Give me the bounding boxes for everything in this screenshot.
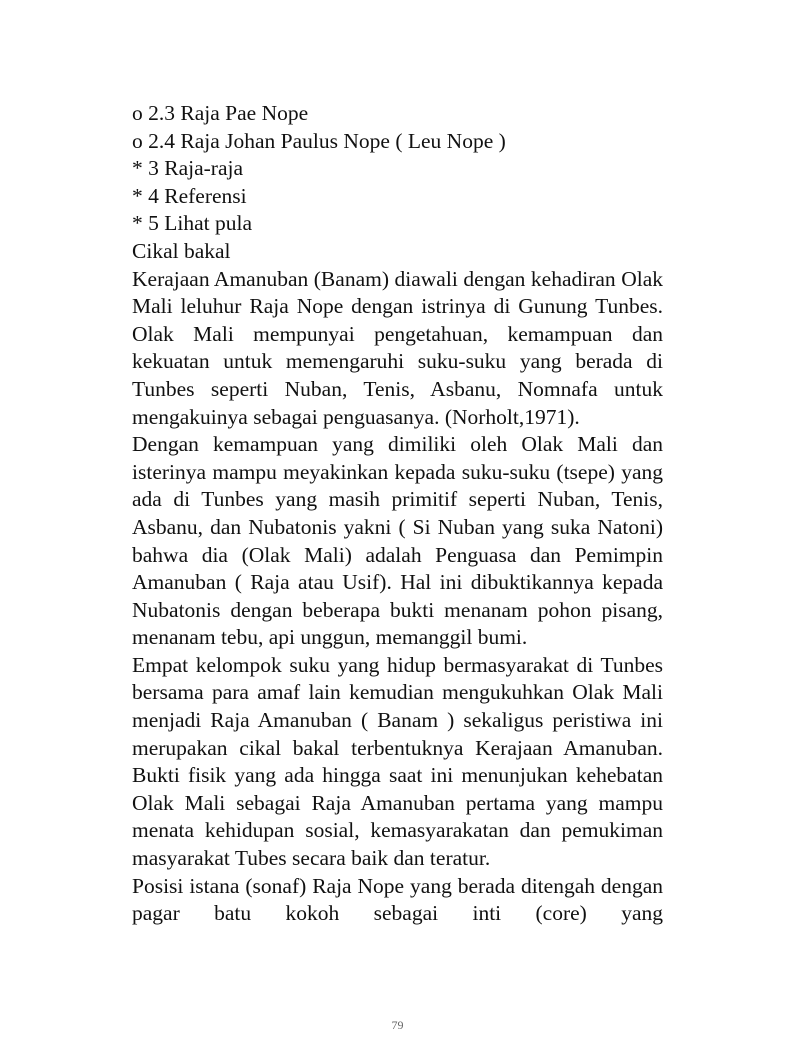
toc-item: * 5 Lihat pula bbox=[132, 211, 253, 236]
paragraph: Kerajaan Amanuban (Banam) diawali dengan kehadiran Olak Mali leluhur Raja Nope dengan istrinya di Gunung Tunbes. Olak Mali mempunyai pengetahuan, kemampuan dan kekuatan untuk memengaruhi suku-suku yang berada di Tunbes seperti Nuban, Tenis, Asbanu, Nomnafa untuk mengakuinya sebagai penguasanya. (Norholt,1971). bbox=[132, 266, 663, 429]
paragraph: Dengan kemampuan yang dimiliki oleh Olak Mali dan isterinya mampu meyakinkan kepada suku-suku (tsepe) yang ada di Tunbes yang masih primitif seperti Nuban, Tenis, Asbanu, dan Nubatonis yakni ( Si Nuban yang suka Natoni) bahwa dia (Olak Mali) adalah Penguasa dan Pemimpin Amanuban ( Raja atau Usif). Hal ini dibuktikannya kepada Nubatonis dengan beberapa bukti menanam pohon pisang, menanam tebu, api unggun, memanggil bumi. bbox=[132, 432, 663, 650]
toc-item: * 4 Referensi bbox=[132, 183, 247, 208]
paragraph: Posisi istana (sonaf) Raja Nope yang berada ditengah dengan pagar batu kokoh sebagai inti (core) yang bbox=[132, 873, 663, 926]
toc-item: o 2.4 Raja Johan Paulus Nope ( Leu Nope ) bbox=[132, 128, 506, 153]
section-heading: Cikal bakal bbox=[132, 238, 231, 263]
document-page bbox=[132, 100, 663, 928]
paragraph: Empat kelompok suku yang hidup bermasyarakat di Tunbes bersama para amaf lain kemudian mengukuhkan Olak Mali menjadi Raja Amanuban ( Banam ) sekaligus peristiwa ini merupakan cikal bakal terbentuknya Kerajaan Amanuban. Bukti fisik yang ada hingga saat ini menunjukan kehebatan Olak Mali sebagai Raja Amanuban pertama yang mampu menata kehidupan sosial, kemasyarakatan dan pemukiman masyarakat Tubes secara baik dan teratur. bbox=[132, 652, 663, 871]
toc-item: * 3 Raja-raja bbox=[132, 156, 244, 181]
page-number: 79 bbox=[391, 1018, 404, 1032]
toc-item: o 2.3 Raja Pae Nope bbox=[132, 101, 309, 125]
